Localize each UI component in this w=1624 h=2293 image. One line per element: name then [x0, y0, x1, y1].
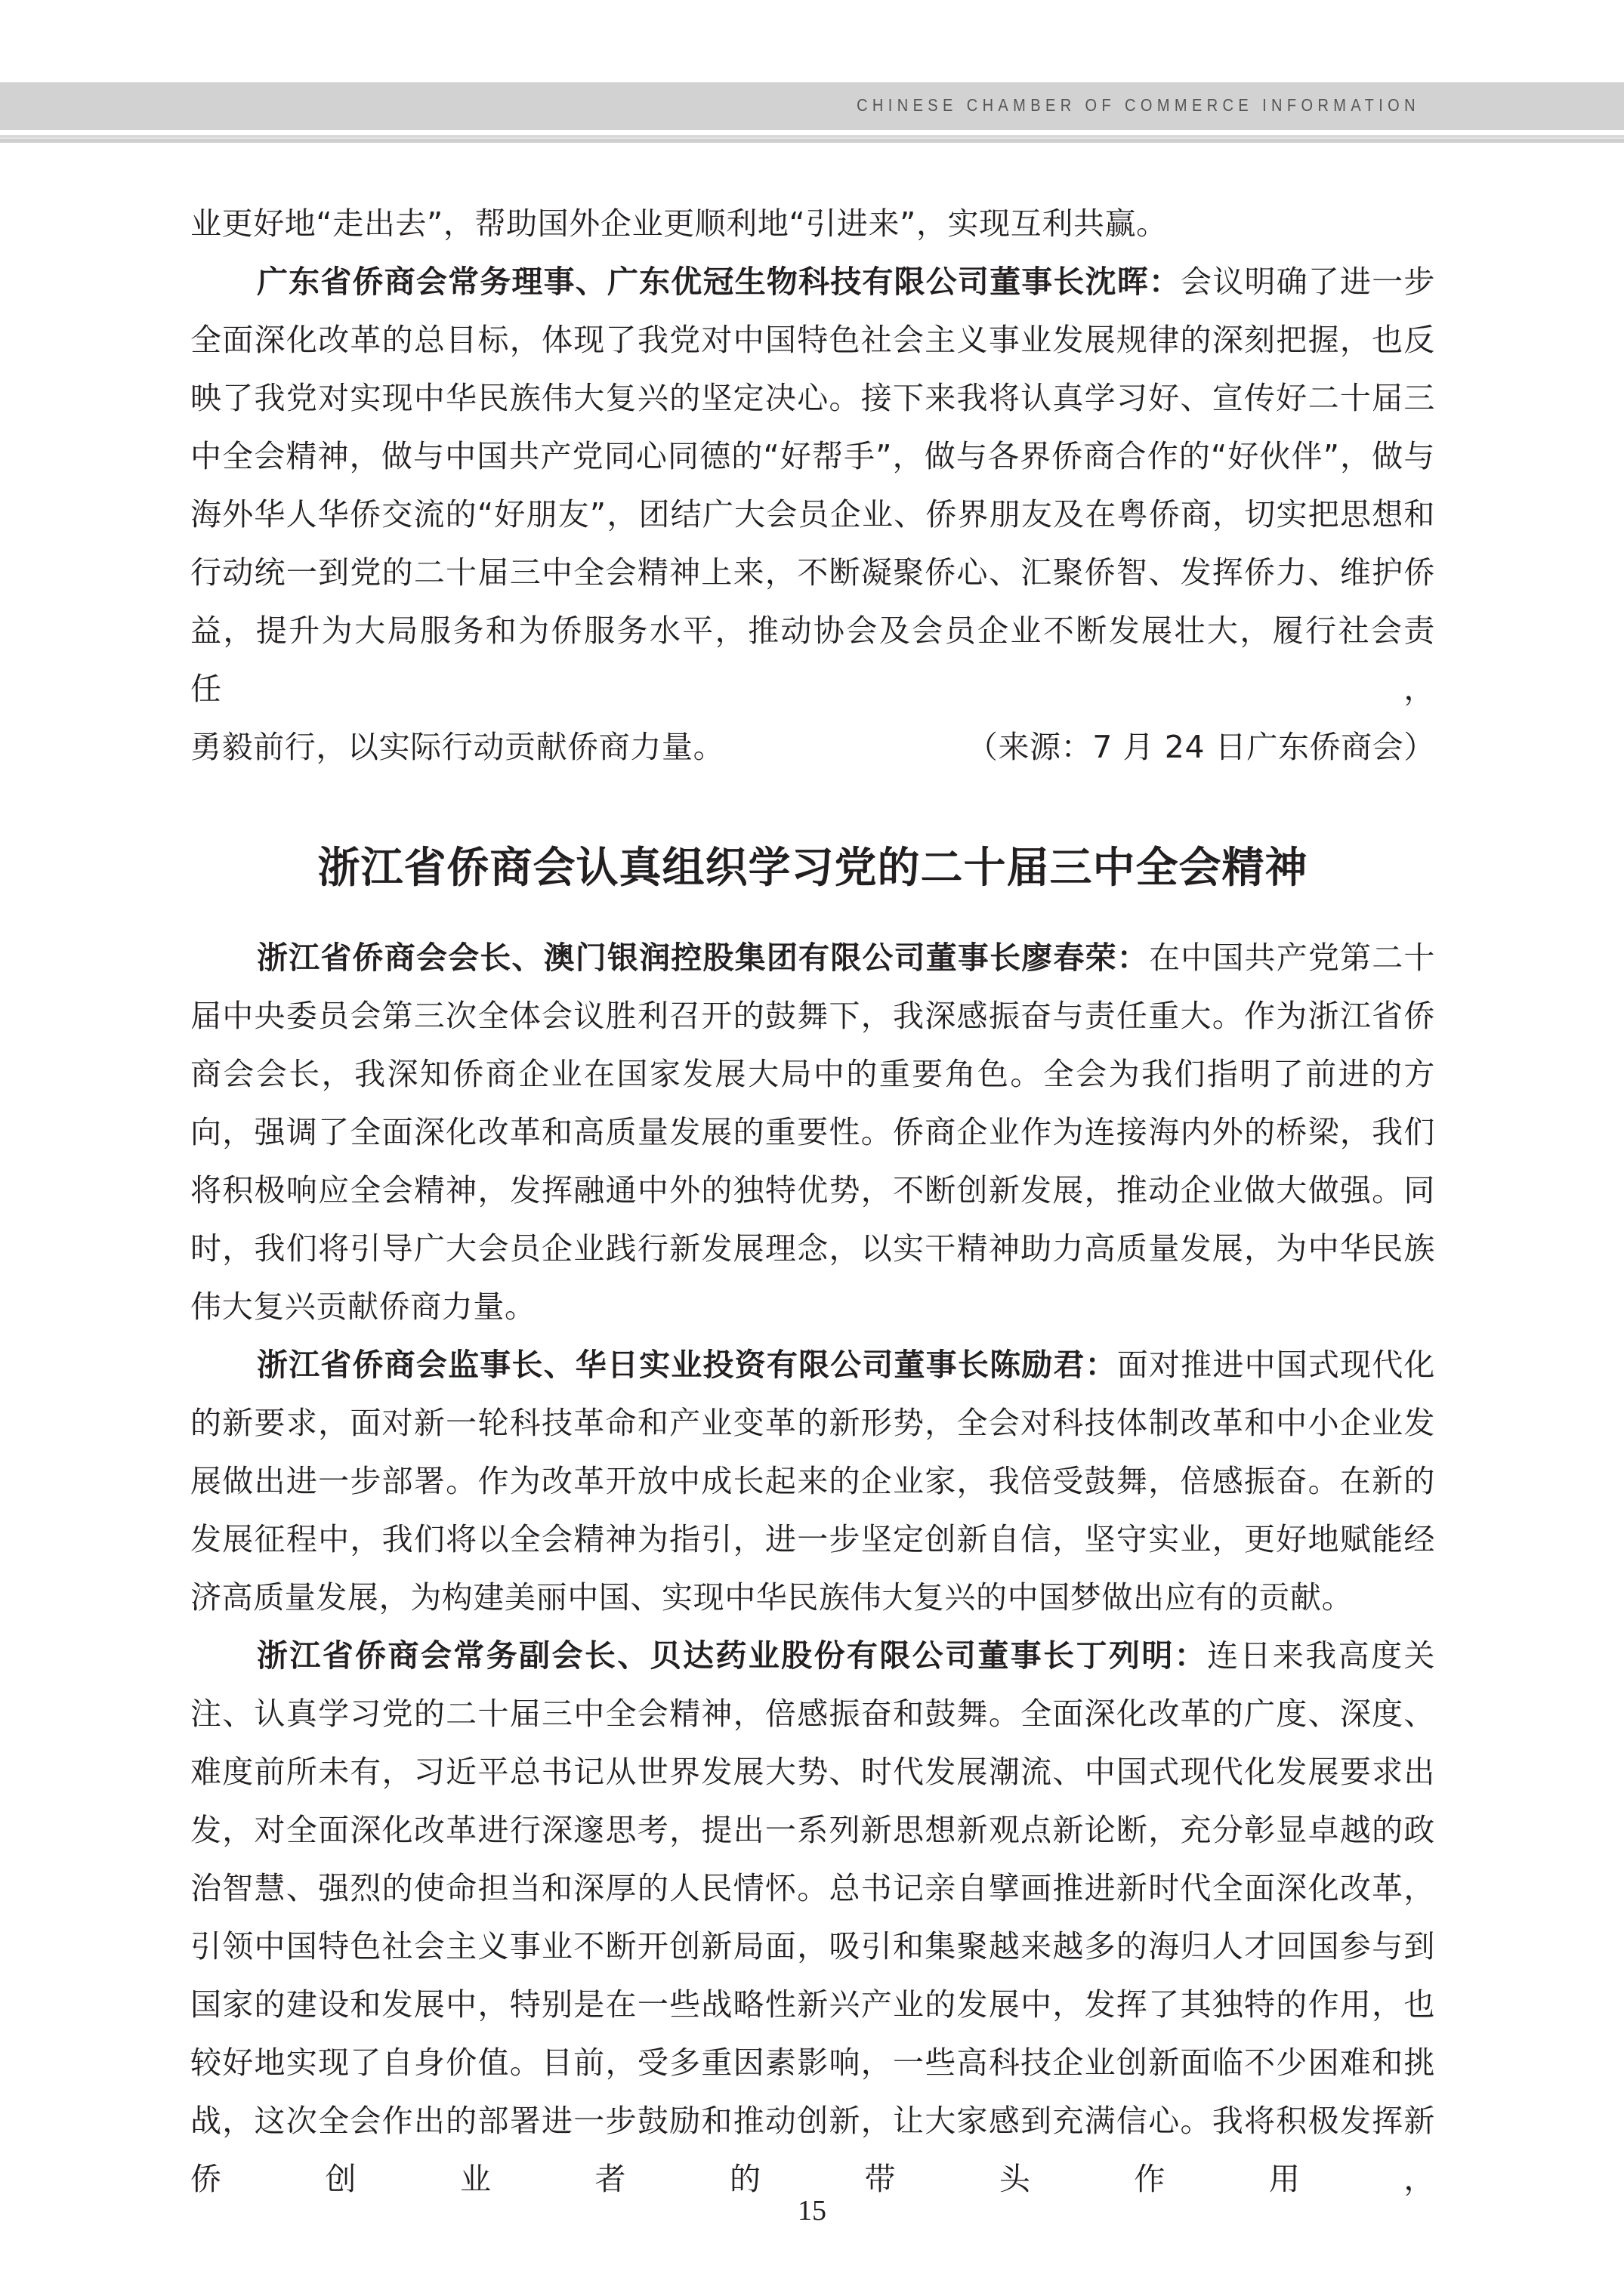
- previous-article-paragraph: [190, 253, 1435, 776]
- speaker-name: 浙江省侨商会会长、澳门银润控股集团有限公司董事长廖春荣：: [257, 940, 1149, 976]
- paragraph-last-line: 勇毅前行，以实际行动贡献侨商力量。: [190, 729, 725, 765]
- publication-name: CHINESE CHAMBER OF COMMERCE INFORMATION: [857, 96, 1420, 116]
- article-title: 浙江省侨商会认真组织学习党的二十届三中全会精神: [317, 844, 1308, 893]
- speaker-name: 浙江省侨商会常务副会长、贝达药业股份有限公司董事长丁列明：: [257, 1637, 1208, 1674]
- page-content: [190, 195, 1435, 2208]
- speaker-name: 浙江省侨商会监事长、华日实业投资有限公司董事长陈励君：: [257, 1347, 1117, 1383]
- paragraph-text: 会议明确了进一步全面深化改革的总目标，体现了我党对中国特色社会主义事业发展规律的深刻把握，也反映了我党对实现中华民族伟大复兴的坚定决心。接下来我将认真学习好、宣传好二十届三中全会精神，做与中国共产党同心同德的“好帮手”，做与各界侨商合作的“好伙伴”，做与海外华人华侨交流的“好朋友”，团结广大会员企业、侨界朋友及在粤侨商，切实把思想和行动统一到党的二十届三中全会精神上来，不断凝聚侨心、汇聚侨智、发挥侨力、维护侨益，提升为大局服务和为侨服务水平，推动协会及会员企业不断发展壮大，履行社会责任，: [190, 264, 1435, 707]
- header-divider: [0, 135, 1624, 143]
- paragraph-text: 在中国共产党第二十届中央委员会第三次全体会议胜利召开的鼓舞下，我深感振奋与责任重大。作为浙江省侨商会会长，我深知侨商企业在国家发展大局中的重要角色。全会为我们指明了前进的方向，强调了全面深化改革和高质量发展的重要性。侨商企业作为连接海内外的桥梁，我们将积极响应全会精神，发挥融通中外的独特优势，不断创新发展，推动企业做大做强。同时，我们将引导广大会员企业践行新发展理念，以实干精神助力高质量发展，为中华民族伟大复兴贡献侨商力量。: [190, 940, 1436, 1325]
- header-band: [0, 82, 1624, 130]
- page-number: 15: [798, 2195, 826, 2227]
- source-attribution: （来源：7 月 24 日广东侨商会）: [966, 729, 1435, 765]
- continuation-paragraph: 业更好地“走出去”，帮助国外企业更顺利地“引进来”，实现互利共赢。: [190, 205, 1168, 242]
- article-paragraph: [190, 1627, 1435, 2208]
- paragraph-text: 面对推进中国式现代化的新要求，面对新一轮科技革命和产业变革的新形势，全会对科技体制改革和中小企业发展做出进一步部署。作为改革开放中成长起来的企业家，我倍受鼓舞，倍感振奋。在新的发展征程中，我们将以全会精神为指引，进一步坚定创新自信，坚守实业，更好地赋能经济高质量发展，为构建美丽中国、实现中华民族伟大复兴的中国梦做出应有的贡献。: [190, 1347, 1435, 1616]
- article-paragraph: [190, 1336, 1435, 1627]
- source-line: [190, 718, 1435, 776]
- speaker-name: 广东省侨商会常务理事、广东优冠生物科技有限公司董事长沈晖：: [257, 264, 1181, 300]
- article-paragraph: [190, 929, 1435, 1336]
- paragraph-text: 连日来我高度关注、认真学习党的二十届三中全会精神，倍感振奋和鼓舞。全面深化改革的广度、深度、难度前所未有，习近平总书记从世界发展大势、时代发展潮流、中国式现代化发展要求出发，对全面深化改革进行深邃思考，提出一系列新思想新观点新论断，充分彰显卓越的政治智慧、强烈的使命担当和深厚的人民情怀。总书记亲自擘画推进新时代全面深化改革，引领中国特色社会主义事业不断开创新局面，吸引和集聚越来越多的海归人才回国参与到国家的建设和发展中，特别是在一些战略性新兴产业的发展中，发挥了其独特的作用，也较好地实现了自身价值。目前，受多重因素影响，一些高科技企业创新面临不少困难和挑战，这次全会作出的部署进一步鼓励和推动创新，让大家感到充满信心。我将积极发挥新侨创业者的带头作用，: [190, 1637, 1435, 2197]
